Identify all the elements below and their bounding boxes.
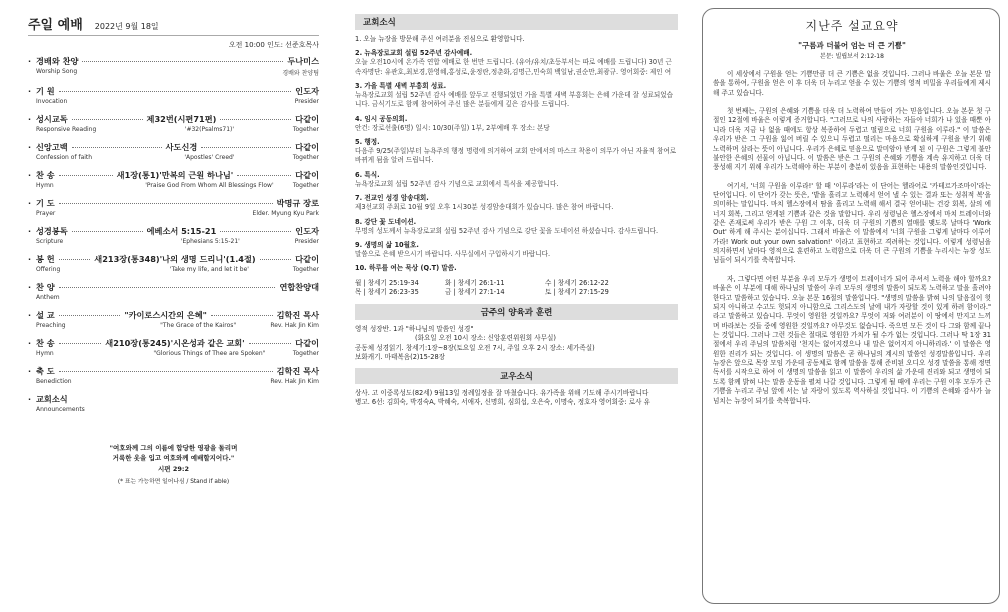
church-news-column [343, 0, 688, 612]
order-item-english-name: Offering [36, 266, 61, 273]
dotted-leader [59, 203, 273, 204]
order-list [28, 56, 319, 413]
bullet-marker: · [28, 339, 32, 348]
reading-entry: 수 | 창세기 26:12-22 [545, 278, 609, 287]
reading-entry: 화 | 창세기 26:1-11 [445, 278, 505, 287]
news-item-title: 3. 가을 특별 새벽 부흥회 성료. [355, 81, 447, 90]
news-item-body: 제3선교회 주최로 10월 9일 오후 1시30분 성경암송대회가 있습니다. 많은 참여 바랍니다. [355, 203, 614, 212]
order-item [28, 394, 319, 413]
order-item-leader: 김학진 목사 [276, 366, 319, 376]
order-item-leader: 다같이 [295, 254, 319, 264]
order-item-name: 기 원 [36, 86, 55, 96]
order-item-english-detail: "The Grace of the Kairos" [160, 322, 237, 329]
dotted-leader [237, 175, 291, 176]
order-item-name: 신앙고백 [36, 142, 68, 152]
order-item-name: 축 도 [36, 366, 55, 376]
order-item-english-detail [126, 68, 282, 77]
order-item-english-leader: Rev. Hak Jin Kim [270, 378, 319, 385]
order-item-leader: 인도자 [295, 86, 319, 96]
news-list [355, 35, 678, 274]
news-item [355, 138, 678, 166]
order-item-english-detail: 'Apostles' Creed' [184, 154, 235, 161]
news-item-body: 무명의 성도께서 뉴욕장로교회 설립 52주년 감사 기념으로 강단 꽃을 도네이션 하셨습니다. 감사드립니다. [355, 226, 659, 235]
order-item-english-detail [126, 294, 319, 301]
order-item-english-name: Anthem [36, 294, 60, 301]
news-item-title: 2. 뉴욕장로교회 설립 52주년 감사예배. [355, 49, 473, 58]
order-item-main [28, 198, 319, 209]
stand-note: (* 표는 가능하면 일어나심 / Stand if able) [117, 479, 230, 486]
order-item-main [28, 394, 319, 405]
order-item-name: 봉 헌 [36, 254, 55, 264]
order-item-main [28, 56, 319, 67]
order-item-english [28, 126, 319, 133]
order-item-english-name: Announcements [36, 406, 85, 413]
dotted-leader [72, 231, 143, 232]
order-item-name: 찬 송 [36, 338, 55, 348]
reading-entry: 목 | 창세기 26:23-35 [355, 288, 419, 297]
training-list [355, 325, 678, 363]
reading-entry: 금 | 창세기 27:1-14 [445, 288, 505, 297]
order-item-english [28, 266, 319, 273]
order-item [28, 198, 319, 217]
order-item-main [28, 86, 319, 97]
dotted-leader [59, 91, 292, 92]
order-item-english [28, 68, 319, 77]
order-item-english [28, 406, 319, 413]
order-item-name: 경배와 찬양 [36, 56, 79, 66]
order-item-english-name: Benediction [36, 378, 72, 385]
order-item-english-name: Hymn [36, 350, 54, 357]
sermon-paragraph: 자, 그렇다면 어떤 부분을 우리 모두가 생명이 트레이너가 되어 주셔서 노력을 해야 할까요? 바울은 이 부분에 대해 하나님의 말씀이 우리 모두의 생명의 말씀이 되도록 노력하고 말을 흘려야 한다고 말씀하고 있습니다. 오늘 본문 16절의 말씀입니다. "생명의 말씀을 밝혀 나의 달음질이 헛되지 아니하고 수고도 헛되지 아니함으로 그리스도의 날에 내가 자랑할 것이 있게 하려 함이라." 라고 말씀하고 있습니다. 무엇이 영원한 것일까요? 무엇이 저와 여러분이 이 땅에서 만지고 느끼며 바라보는 것들 중에 영원한 것일까요? 아무것도 없습니다. 죽으면 모든 것이 다 그와 함께 끝나는 것입니다. 그러나 그런 것들은 절대로 영원한 가치가 될 수가 없는 것입니다. 그러나 딱 1장 31절에서 우리 주님의 말씀처럼 '천지는 없어지겠으나 내 말은 없어지지 아니하리라.' 이 말씀은 영원한 진리가 되는 것입니다. 이 생명의 말씀은 곧 하나님의 계시의 말씀인 성경말씀입니다. 우리 뉴장은 앞으로 목장 모임 가운데 공동체로 함께 말씀을 통해 준비된 오디오 성경 말씀을 통해 정면독서를 시작으로 하여 이 생명의 말씀을 읽고 이 말씀이 우리의 삶 가운데 진리와 되고 생명이 되도록 함께 밝혀 나는 말씀 운동을 펼쳐 나갈 것입니다. 그렇게 될 때에 우리는 구원 이후 모두가 큰 기쁨을 누리고 주님 앞에 서는 날 자랑이 있도록 역사하실 것입니다. 이 기쁨의 은혜와 감사가 늘 넘치는 뉴장이 되기를 축복합니다. [713, 274, 991, 405]
order-item-main [28, 142, 319, 153]
order-item-english-leader: Presider [294, 98, 319, 105]
order-item-english [28, 182, 319, 189]
news-item [355, 35, 678, 44]
bullet-marker: · [28, 171, 32, 180]
order-item-name: 찬 송 [36, 170, 55, 180]
reading-entry: 토 | 창세기 27:15-29 [545, 288, 609, 297]
order-item-english-leader: Together [292, 266, 319, 273]
order-item-english-leader: Together [292, 182, 319, 189]
sermon-scripture: 본문: 빌립보서 2:12-18 [820, 53, 884, 60]
order-item-name: 성경봉독 [36, 226, 68, 236]
order-item-english-name: Responsive Reading [36, 126, 97, 133]
order-item-english [28, 322, 319, 329]
sermon-paragraph: 첫 번째는, 구원의 은혜와 기쁨을 더욱 더 노력하여 만들어 가는 믿음입니다. 오늘 본문 첫 구절인 12절에 바울은 이렇게 증거합니다. "그러므로 나의 사랑하는 자들아 너희가 나 있을 때뿐 아니라 더욱 지금 나 없을 때에도 항상 복종하여 두렵고 떨림으로 너희 구원을 이루라." 이 말씀은 우리가 받은 그 구원을 잃어 버릴 수 있으니 두렵고 떨리는 마음으로 확실하게 구원을 받기 위해 노력하며 살라는 뜻이 아닙니다. 우리가 은혜로 믿음으로 말미암아 받게 된 이 구원은 그렇게 불안 불안한 은혜의 선물이 아닙니다. 이 말씀은 받은 그 구원의 은혜와 기쁨을 계속 유지하고 더욱 더 풍성해 지기 위해 우리가 노력해야 하는 부분이 충분히 있음을 표현하는 내용의 말씀인것입니다. [713, 107, 991, 172]
sermon-summary-box [702, 8, 1000, 604]
pastoral-header: 교우소식 [355, 368, 678, 384]
news-item [355, 49, 678, 77]
order-item-english-name: Preaching [36, 322, 66, 329]
order-item-english-detail [126, 98, 295, 105]
order-item [28, 114, 319, 133]
pastoral-entry: 병고. 6선: 김희숙, 박경숙A, 박혜숙, 서애자, 신명희, 심희섭, 오은숙, 이명숙, 정호자 영어회중: 로사 유 [355, 398, 650, 407]
order-item-leader: 다같이 [295, 142, 320, 152]
order-item-english-name: Scripture [36, 238, 64, 245]
news-item-title: 10. 하루를 여는 묵상 (Q.T) 말씀. [355, 264, 457, 273]
dotted-leader [59, 371, 273, 372]
order-item-name: 찬 양 [36, 282, 55, 292]
order-item-leader: 두나미스 [287, 56, 319, 66]
order-item-leader: 다같이 [295, 338, 320, 348]
order-item-main [28, 338, 319, 349]
bullet-marker: · [28, 57, 32, 66]
bullet-marker: · [28, 115, 32, 124]
dotted-leader [249, 343, 292, 344]
order-item-english [28, 210, 319, 217]
training-entry: 영적 성장반. 1과 "하나님의 말씀인 성경" [355, 324, 474, 333]
order-item-main [28, 170, 319, 181]
training-entry: 보화캐기. 마태복음(2)15-28장 [355, 353, 446, 362]
bullet-marker: · [28, 255, 32, 264]
training-header: 금주의 양육과 훈련 [355, 304, 678, 320]
order-title: 주일 예배 [28, 18, 83, 33]
training-entry: (화요일 오전 10시 장소: 신앙훈련위원회 사무실) [415, 334, 556, 343]
dotted-leader [72, 119, 143, 120]
order-item-leader: 박명규 장로 [276, 198, 319, 208]
news-item-title: 4. 임시 공동의회. [355, 114, 408, 123]
order-item [28, 86, 319, 105]
order-item [28, 226, 319, 245]
order-item-english-detail [126, 210, 253, 217]
order-item [28, 142, 319, 161]
order-item-english-leader: Elder. Myung Kyu Park [252, 210, 319, 217]
news-item-title: 8. 강단 꽃 도네이션. [355, 217, 417, 226]
order-item-english-detail: 'Ephesians 5:15-21' [180, 238, 240, 245]
order-item-main [28, 114, 319, 125]
order-item-detail: "카이로스시간의 은혜" [124, 310, 207, 320]
order-item-english-leader: Rev. Hak Jin Kim [270, 322, 319, 329]
news-item-title: 1. 오늘 뉴장을 방문해 주신 여러분을 진심으로 환영합니다. [355, 35, 525, 43]
order-item-english-name: Worship Song [36, 68, 78, 75]
dotted-leader [59, 287, 276, 288]
news-item-body: 뉴욕장로교회 설립 52주년 감사 기념으로 교회에서 특식을 제공합니다. [355, 179, 559, 188]
order-item-english-detail: "Glorious Things of Thee are Spoken" [153, 350, 266, 357]
order-item-name: 교회소식 [36, 394, 68, 404]
order-item-english-name: Hymn [36, 182, 54, 189]
order-item-english [28, 350, 319, 357]
service-info: 오전 10:00 인도: 선준호목사 [228, 41, 319, 49]
dotted-leader [260, 259, 292, 260]
bullet-marker: · [28, 227, 32, 236]
order-item-english-leader: Together [292, 350, 319, 357]
order-item-english-name: Invocation [36, 98, 68, 105]
order-item-main [28, 282, 319, 293]
order-item-english-detail: 'Take my life, and let it be' [169, 266, 249, 273]
order-item [28, 310, 319, 329]
order-item-leader: 인도자 [295, 226, 319, 236]
order-item-detail: 새1장(통1)'만복의 근원 하나님' [116, 170, 234, 180]
order-item-leader: 연합찬양대 [279, 282, 319, 292]
sermon-paragraph: 여기서, '너희 구원을 이루라!' 할 때 '이루라'라는 이 단어는 헬라어로 '카테르가조마이'라는 단어입니다. 이 단어가 갖는 뜻은, '밭을 흘리고 노력해서 얻어 낼 수 있는 결과 또는 성취적 복'을 의미하는 말입니다. 마치 헬스장에서 땀을 흘리고 노력해 해서 결국 얻어내는 건강 회복, 살의 에너지 회복, 그리고 얻게된 기쁨과 같은 것을 말합니다. 우리 성령님은 헬스장에서 마치 트레이너와 같은 존재로써 우리가 받은 구원 그 이후, 더욱 더 구원의 기쁨의 열매를 맺도록 날마다 'Work Out' 하게 해 주시는 분이십니다. 그래서 바울은 이 말씀에서 '너희 구원을 그렇게 날마다 이루어가라! Work out your own salvation!' 이라고 표현하고 격려하는 것입니다. 이렇게 성령님을 의지하면서 날마다 영적으로 훈련하고 노력함으로 더욱 더 큰 구원의 기쁨을 누리시는 뉴장 성도님들이 되시기를 축복합니다. [713, 181, 991, 265]
order-item-leader: 다같이 [295, 114, 320, 124]
dotted-leader [72, 147, 162, 148]
order-item-english-detail [126, 406, 319, 413]
bullet-marker: · [28, 87, 32, 96]
dotted-leader [59, 175, 113, 176]
bullet-marker: · [28, 311, 32, 320]
qt-readings [355, 279, 678, 298]
dotted-leader [201, 147, 291, 148]
quote-reference: 시편 29:2 [158, 465, 189, 474]
sermon-title: "구름과 더불어 엄는 더 큰 기쁨" [798, 41, 906, 50]
news-item-body: 뉴욕장로교회 설립 52주년 감사 예배를 앞두고 진행되었던 가을 특별 새벽 부흥회는 은혜 가운데 잘 성료되었습니다. 금식기도로 함께 참여하여 주신 많은 분들에게 깊은 감사를 드립니다. [355, 91, 673, 109]
pastoral-entry: 상사. 고 이중록성도(82세) 9월13일 정례일정을 잘 마쳤습니다. 유가족을 위해 기도해 주시기바랍니다 [355, 388, 649, 397]
order-item-english-name: Prayer [36, 210, 56, 217]
order-item-name: 기 도 [36, 198, 55, 208]
order-date: 2022년 9월 18일 [94, 22, 159, 31]
news-item-title: 5. 행정. [355, 137, 380, 146]
news-item [355, 218, 678, 236]
order-item-detail: 에베소서 5:15-21 [146, 226, 217, 236]
order-item-main [28, 310, 319, 321]
dotted-leader [59, 315, 121, 316]
news-header: 교회소식 [355, 14, 678, 30]
news-item-body: 안건: 장로선출(6명) 일시: 10/30(주일) 1부, 2부예배 후 장소: 본당 [355, 123, 550, 132]
bullet-marker: · [28, 143, 32, 152]
news-item-title: 7. 전교인 성경 암송대회. [355, 194, 429, 203]
dotted-leader [220, 119, 291, 120]
news-item [355, 82, 678, 110]
order-item-english-detail: 'Praise God From Whom All Blessings Flow' [145, 182, 274, 189]
bullet-marker: · [28, 199, 32, 208]
order-item-leader: 김학진 목사 [276, 310, 319, 320]
news-item [355, 171, 678, 189]
order-item-detail: 사도신경 [165, 142, 198, 152]
pastoral-list [355, 389, 678, 408]
order-item-english-leader: Presider [294, 238, 319, 245]
order-item-english-name: Confession of faith [36, 154, 93, 161]
order-of-worship-column [0, 0, 335, 612]
news-item-body: 다음주 9/25(주일)부터 뉴욕주의 행정 명령에 의거하여 교회 안에서의 마스크 착용이 의무가 아닌 자율적 참여로 바뀌게 됨을 알려 드립니다. [355, 147, 677, 165]
order-item [28, 366, 319, 385]
news-item [355, 194, 678, 212]
dotted-leader [220, 231, 291, 232]
news-item-body: 말씀으로 은혜 받으시기 바랍니다. 사무실에서 구입하시기 바랍니다. [355, 250, 551, 259]
order-item-english-leader: Together [292, 126, 319, 133]
news-item [355, 241, 678, 259]
reading-entry: 월 | 창세기 25:19-34 [355, 278, 419, 287]
order-item-detail: 제32번(시편71편) [146, 114, 217, 124]
training-entry: 공동체 성경읽기. 창세기:1장~8장(토요일 오전 7시, 주일 오후 2시 장소: 세가족실) [355, 343, 595, 352]
closing-quote [28, 443, 319, 487]
order-item-detail: 새210장(통245)'시온성과 같은 교회' [105, 338, 245, 348]
order-item-leader: 다같이 [295, 170, 319, 180]
order-item [28, 254, 319, 273]
dotted-leader [59, 343, 102, 344]
news-item-title: 6. 특식. [355, 170, 380, 179]
order-header [28, 14, 319, 36]
dotted-leader [82, 61, 283, 62]
order-item-english [28, 238, 319, 245]
news-item [355, 115, 678, 133]
order-item [28, 338, 319, 357]
order-item [28, 170, 319, 189]
news-item [355, 264, 678, 273]
bullet-marker: · [28, 395, 32, 404]
sermon-body [713, 70, 991, 406]
order-item [28, 282, 319, 301]
order-item-english [28, 378, 319, 385]
order-item-english-detail [126, 378, 270, 385]
order-item-english-detail: '#32(Psalms71)' [184, 126, 235, 133]
order-item-english-leader: 경배와 찬양팀 [282, 70, 319, 77]
order-item-main [28, 366, 319, 377]
news-item-body: 오늘 오전10시에 온가족 연합 예배로 한 번만 드립니다. (유아/유치/초등부서는 따로 예배를 드립니다) 30년 근속자명단: 유관호,최보경,한영혜,홍성로,윤정란,정춘화,김명근,민숙희 백일남,권순만,최광규. 영어회중: 제인 여 [355, 58, 672, 76]
dotted-leader [59, 259, 91, 260]
dotted-leader [211, 315, 273, 316]
order-item-main [28, 226, 319, 237]
quote-line-2: 거룩한 옷을 입고 여호와께 예배할지어다." [112, 454, 235, 463]
order-item-name: 성시교독 [36, 114, 68, 124]
order-item-english-leader: Together [292, 154, 319, 161]
order-item-english [28, 294, 319, 301]
quote-line-1: "여호와께 그의 이름에 합당한 영광을 돌리며 [109, 444, 238, 452]
bullet-marker: · [28, 367, 32, 376]
sermon-paragraph: 이 세상에서 구원을 얻는 기쁨만큼 더 큰 기쁨은 없을 것입니다. 그러나 바울은 오늘 본문 말씀을 통하여, 구원을 얻은 이 후 더욱 더 누리고 얻을 수 있는 기쁨의 영적 비밀을 우리들에게 제시해 주고 있습니다. [713, 70, 991, 97]
order-item-english [28, 154, 319, 161]
order-item-name: 설 교 [36, 310, 55, 320]
sermon-summary-title: 지난주 설교요약 [805, 19, 899, 33]
order-item-english [28, 98, 319, 105]
bullet-marker: · [28, 283, 32, 292]
order-item-main [28, 254, 319, 265]
order-item-detail: 새213장(통348)'나의 생명 드리니'(1.4절) [94, 254, 256, 264]
news-item-title: 9. 생명의 삶 10월호. [355, 240, 419, 249]
order-item [28, 56, 319, 77]
